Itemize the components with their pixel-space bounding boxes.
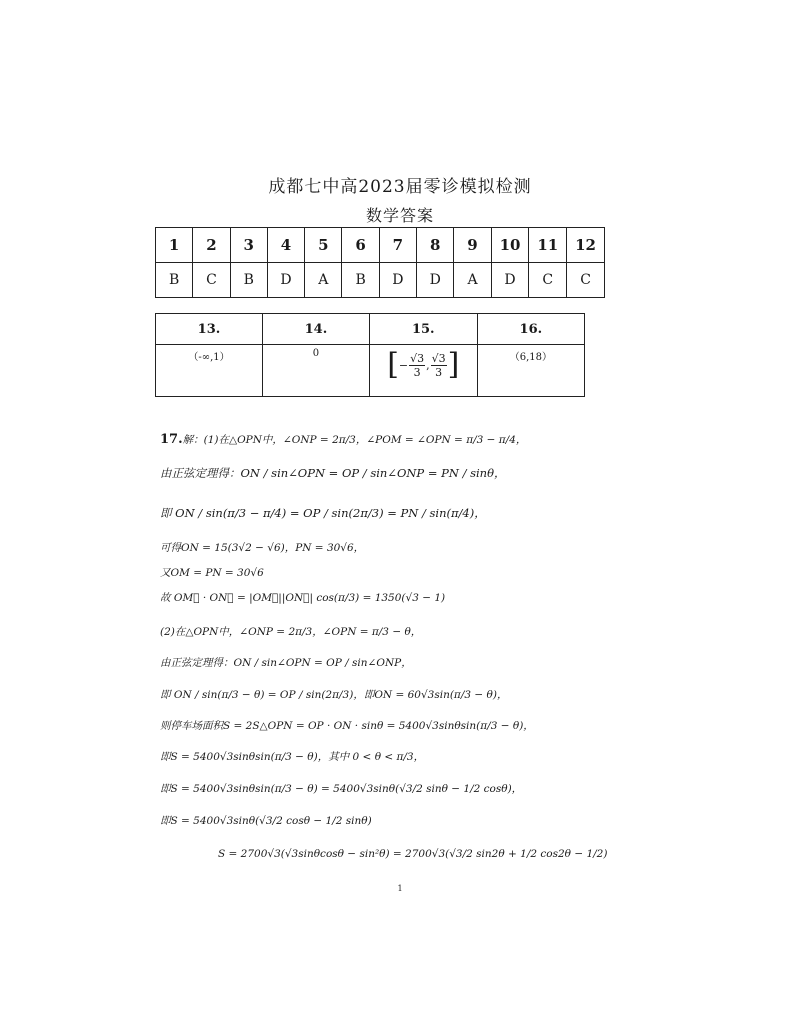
answer-cell: D (267, 263, 304, 298)
solution-line: 可得ON = 15(3√2 − √6)，PN = 30√6， (160, 542, 365, 554)
answer-cell: B (230, 263, 267, 298)
fraction: $\frac{√3}{3}$ (431, 351, 446, 379)
answer-cell: D (491, 263, 529, 298)
question-number: 11 (529, 228, 567, 263)
answer-cell: C (567, 263, 605, 298)
question-number: 4 (267, 228, 304, 263)
answer-cell: C (529, 263, 567, 298)
question-number-row (156, 228, 605, 263)
page-number: 1 (397, 884, 403, 893)
answer-cell: B (342, 263, 379, 298)
page-title: 成都七中高2023届零诊模拟检测 (268, 177, 532, 197)
question-number: 3 (230, 228, 267, 263)
answer-15 (369, 345, 477, 397)
solution-line: 故 OM⃗ · ON⃗ = |OM⃗||ON⃗| cos(π/3) = 1350(√3 − 1) (160, 592, 446, 604)
answer-cell: D (379, 263, 416, 298)
answer-cell: A (305, 263, 342, 298)
question-number: 16. (477, 314, 584, 345)
question-number: 9 (454, 228, 491, 263)
answer-16: （6,18） (477, 345, 584, 397)
question-number: 1 (156, 228, 193, 263)
solution-line: 由正弦定理得：ON / sin∠OPN = OP / sin∠ONP， (160, 657, 412, 669)
answer-row (156, 263, 605, 298)
fill-blank-table (155, 313, 585, 397)
solution-line: 17.解：(1)在△OPN中，∠ONP = 2π/3，∠POM = ∠OPN = π/3 − π/4， (160, 432, 527, 447)
answer-cell: A (454, 263, 491, 298)
question-label: 17. (160, 432, 183, 447)
solution-line: 则停车场面积S = 2S△OPN = OP · ON · sinθ = 5400√3sinθsin(π/3 − θ)， (160, 720, 534, 732)
solution-line: 即S = 5400√3sinθ(√3/2 cosθ − 1/2 sinθ) (160, 815, 372, 827)
solution-line: S = 2700√3(√3sinθcosθ − sin²θ) = 2700√3(√3/2 sin2θ + 1/2 cos2θ − 1/2) (218, 848, 608, 860)
multiple-choice-table (155, 227, 605, 298)
answer-14: 0 (262, 345, 369, 397)
question-number-row (156, 314, 585, 345)
solution-line: 即 ON / sin(π/3 − θ) = OP / sin(2π/3)，即ON = 60√3sin(π/3 − θ)， (160, 689, 508, 701)
solution-line: 即S = 5400√3sinθsin(π/3 − θ) = 5400√3sinθ(√3/2 sinθ − 1/2 cosθ)， (160, 783, 523, 795)
question-number: 5 (305, 228, 342, 263)
question-number: 8 (417, 228, 454, 263)
answer-cell: D (417, 263, 454, 298)
answer-cell: C (193, 263, 230, 298)
solution-line: 由正弦定理得：ON / sin∠OPN = OP / sin∠ONP = PN / sinθ， (160, 466, 506, 480)
page-subtitle: 数学答案 (365, 206, 434, 225)
solution-line: 即S = 5400√3sinθsin(π/3 − θ)，其中 0 < θ < π/3， (160, 751, 425, 763)
answer-13: （-∞,1） (156, 345, 263, 397)
question-number: 2 (193, 228, 230, 263)
question-number: 12 (567, 228, 605, 263)
interval-expression: [ − $\frac{√3}{3}$ , $\frac{√3}{3}$ ] (387, 347, 460, 382)
question-number: 13. (156, 314, 263, 345)
answer-row (156, 345, 585, 397)
answer-cell: B (156, 263, 193, 298)
solution-line: 即 ON / sin(π/3 − π/4) = OP / sin(2π/3) = PN / sin(π/4)， (160, 506, 486, 520)
fraction: $\frac{√3}{3}$ (410, 351, 425, 379)
solution-line: 又OM = PN = 30√6 (160, 567, 264, 579)
question-number: 7 (379, 228, 416, 263)
question-number: 6 (342, 228, 379, 263)
question-number: 14. (262, 314, 369, 345)
question-number: 15. (369, 314, 477, 345)
question-number: 10 (491, 228, 529, 263)
solution-line: (2)在△OPN中，∠ONP = 2π/3，∠OPN = π/3 − θ， (160, 626, 422, 638)
